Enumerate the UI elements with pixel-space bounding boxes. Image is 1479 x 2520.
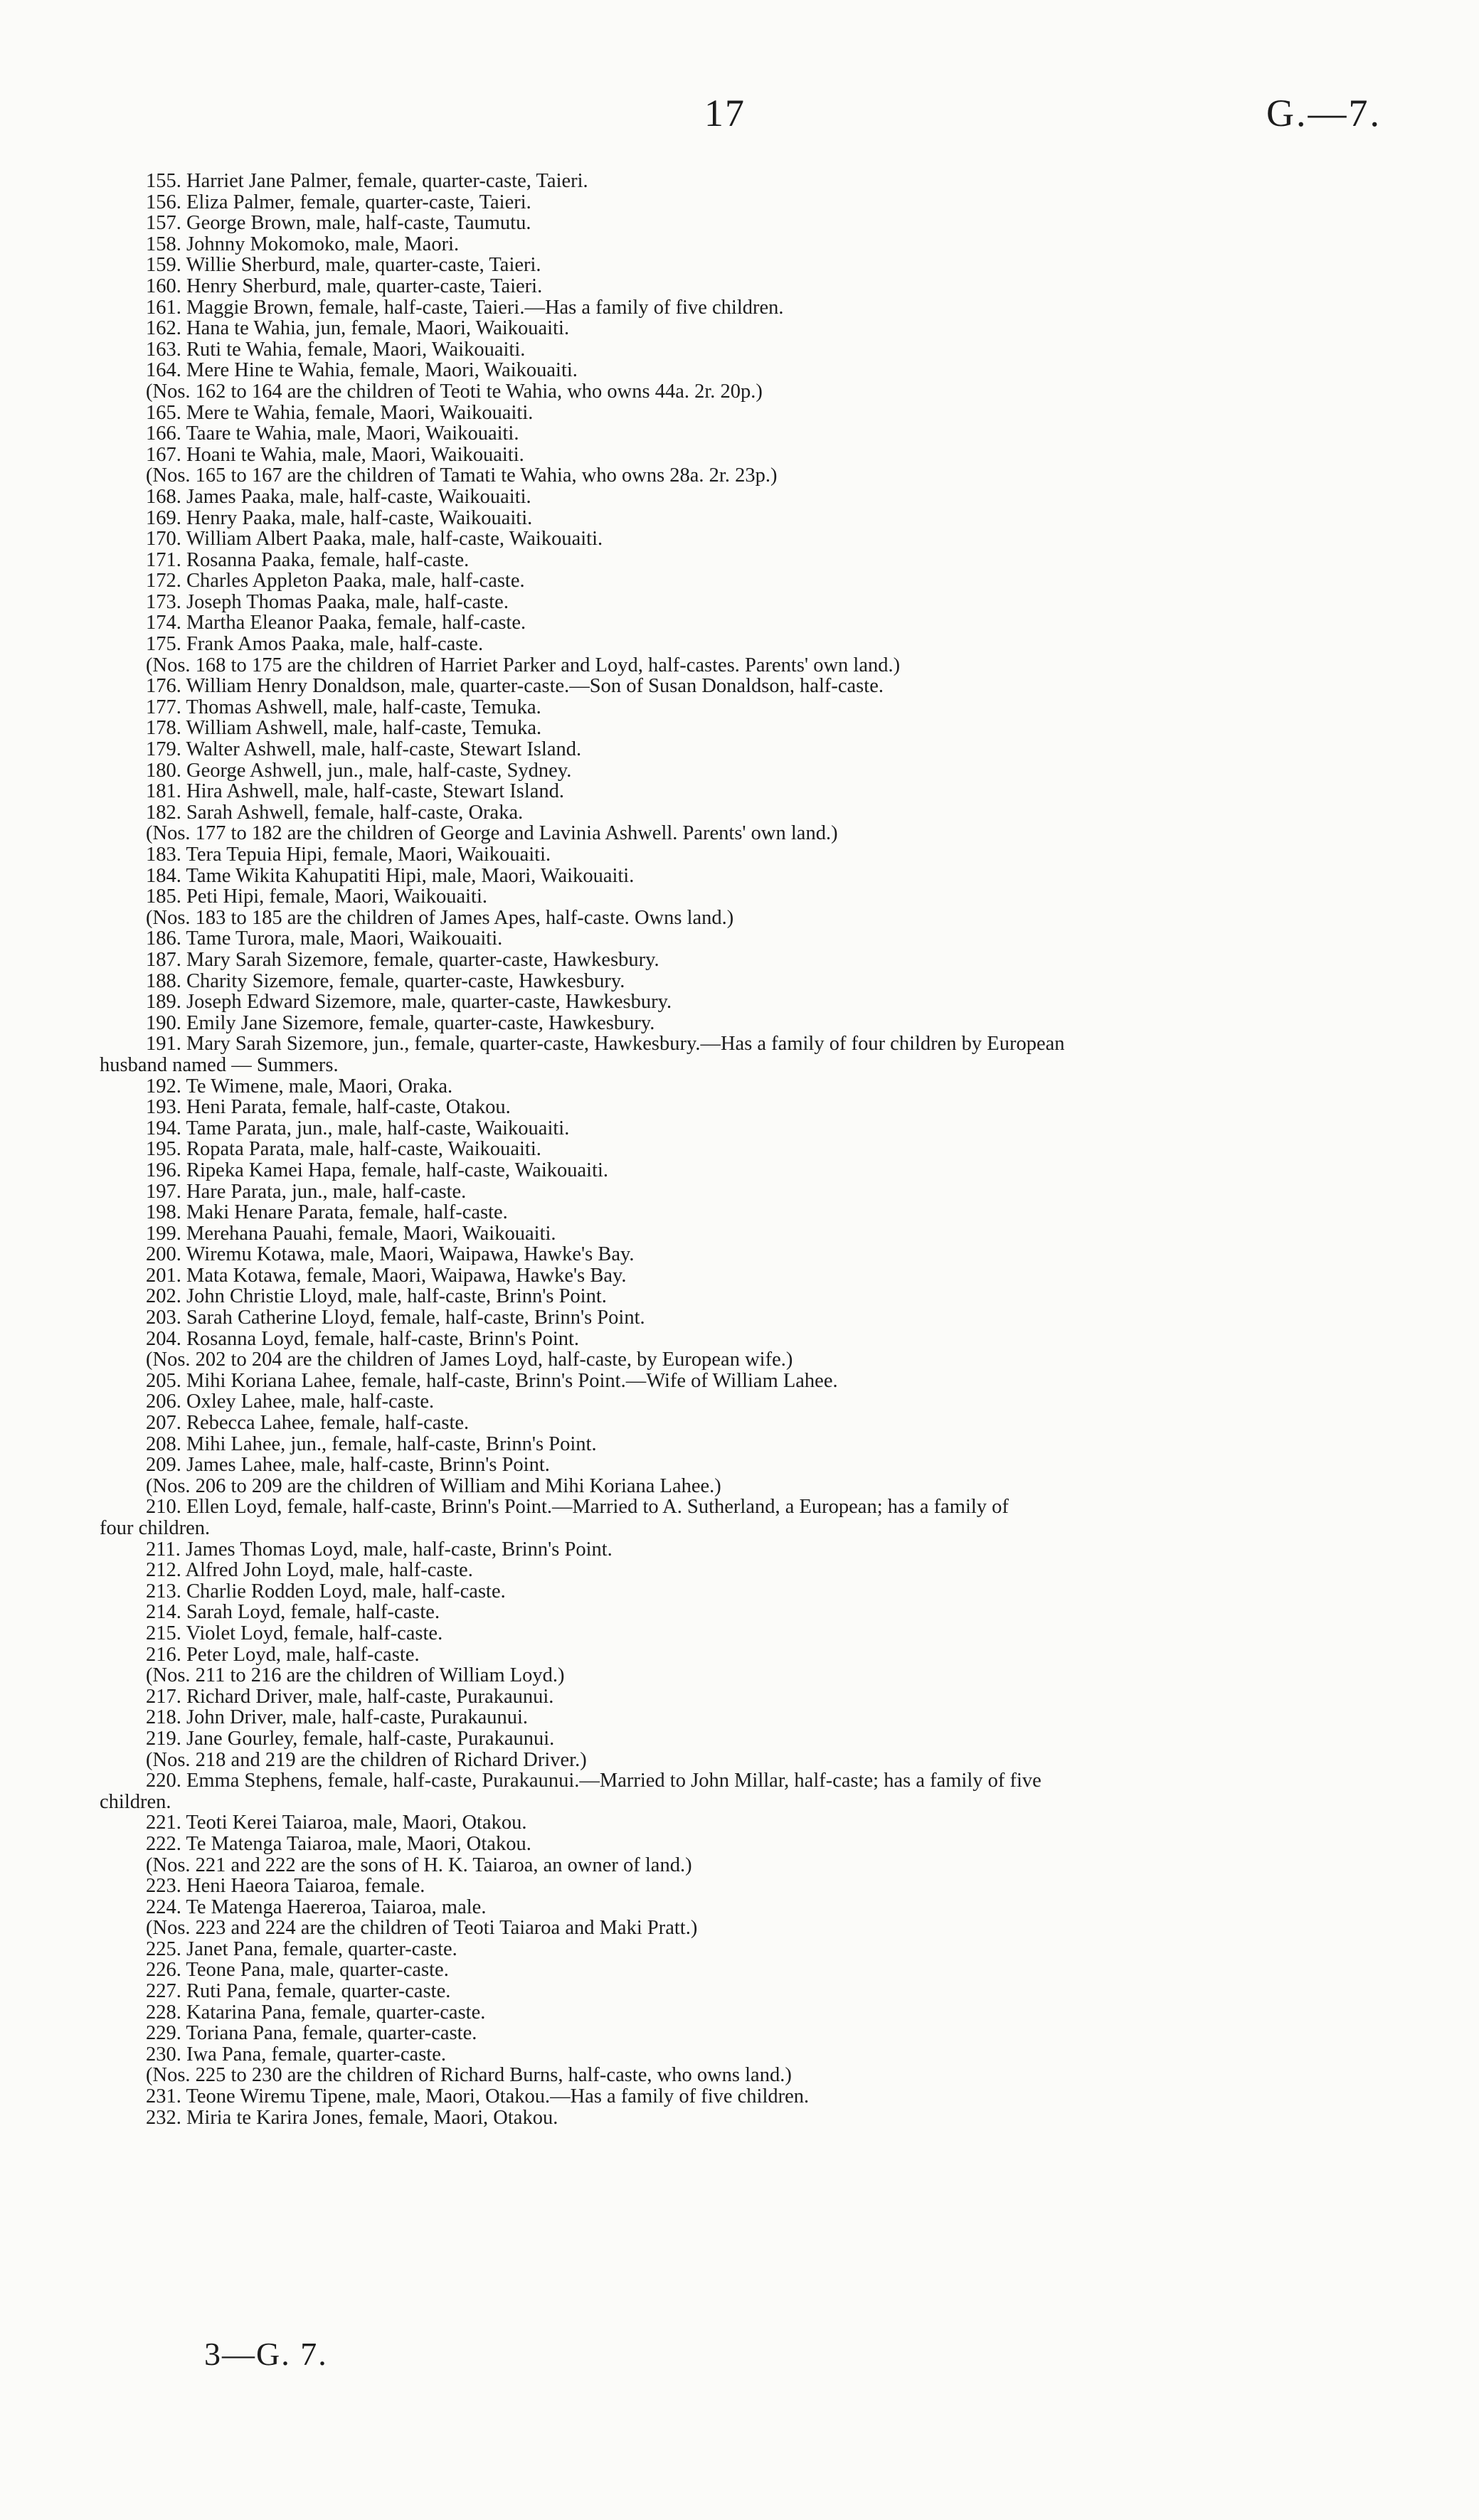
- entry-line: 162. Hana te Wahia, jun, female, Maori, Waikouaiti.: [146, 317, 570, 340]
- entry-line: 199. Merehana Pauahi, female, Maori, Waikouaiti.: [146, 1222, 556, 1245]
- page-number: 17: [704, 92, 746, 134]
- entry-line: 176. William Henry Donaldson, male, quarter-caste.—Son of Susan Donaldson, half-caste.: [146, 675, 884, 698]
- family-note: (Nos. 206 to 209 are the children of William and Mihi Koriana Lahee.): [146, 1474, 721, 1497]
- entry-line: 227. Ruti Pana, female, quarter-caste.: [146, 1980, 451, 2003]
- entry-line: 211. James Thomas Loyd, male, half-caste, Brinn's Point.: [146, 1538, 613, 1561]
- entry-line: 160. Henry Sherburd, male, quarter-caste, Taieri.: [146, 275, 543, 297]
- entry-line: 210. Ellen Loyd, female, half-caste, Brinn's Point.—Married to A. Sutherland, a European; has a family of: [146, 1496, 1009, 1519]
- entry-line: 231. Teone Wiremu Tipene, male, Maori, Otakou.—Has a family of five children.: [146, 2085, 810, 2108]
- entry-line: 216. Peter Loyd, male, half-caste.: [146, 1643, 420, 1666]
- entry-line: 217. Richard Driver, male, half-caste, Purakaunui.: [146, 1685, 554, 1708]
- entry-line: 190. Emily Jane Sizemore, female, quarter-caste, Hawkesbury.: [146, 1011, 655, 1034]
- entry-line: 205. Mihi Koriana Lahee, female, half-caste, Brinn's Point.—Wife of William Lahee.: [146, 1369, 838, 1392]
- entry-line: 198. Maki Henare Parata, female, half-caste.: [146, 1201, 508, 1224]
- family-note: (Nos. 223 and 224 are the children of Teoti Taiaroa and Maki Pratt.): [146, 1917, 698, 1940]
- entry-line: 208. Mihi Lahee, jun., female, half-caste, Brinn's Point.: [146, 1432, 597, 1455]
- entry-line: 161. Maggie Brown, female, half-caste, Taieri.—Has a family of five children.: [146, 296, 784, 319]
- entry-line: 178. William Ashwell, male, half-caste, Temuka.: [146, 717, 542, 740]
- entry-line: 192. Te Wimene, male, Maori, Oraka.: [146, 1075, 453, 1097]
- entry-line: 226. Teone Pana, male, quarter-caste.: [146, 1959, 449, 1982]
- entry-line: 200. Wiremu Kotawa, male, Maori, Waipawa, Hawke's Bay.: [146, 1243, 635, 1266]
- entry-line: 185. Peti Hipi, female, Maori, Waikouaiti.: [146, 886, 488, 908]
- entry-line: 157. George Brown, male, half-caste, Taumutu.: [146, 212, 531, 235]
- entry-line: 174. Martha Eleanor Paaka, female, half-caste.: [146, 612, 526, 634]
- entry-line: 228. Katarina Pana, female, quarter-caste.: [146, 2001, 486, 2024]
- entry-line: 177. Thomas Ashwell, male, half-caste, Temuka.: [146, 696, 541, 718]
- entry-line: 204. Rosanna Loyd, female, half-caste, Brinn's Point.: [146, 1327, 580, 1350]
- entry-line: 188. Charity Sizemore, female, quarter-caste, Hawkesbury.: [146, 969, 625, 992]
- entry-line: 156. Eliza Palmer, female, quarter-caste, Taieri.: [146, 191, 531, 213]
- entry-line: 172. Charles Appleton Paaka, male, half-caste.: [146, 570, 525, 592]
- signature-mark: 3—G. 7.: [204, 2336, 328, 2372]
- entry-line: 207. Rebecca Lahee, female, half-caste.: [146, 1412, 470, 1435]
- entry-line: 209. James Lahee, male, half-caste, Brinn's Point.: [146, 1454, 550, 1477]
- entry-line: 173. Joseph Thomas Paaka, male, half-caste.: [146, 590, 509, 613]
- entry-line: 180. George Ashwell, jun., male, half-caste, Sydney.: [146, 759, 572, 782]
- entry-line: 169. Henry Paaka, male, half-caste, Waikouaiti.: [146, 506, 533, 529]
- family-note: (Nos. 183 to 185 are the children of James Apes, half-caste. Owns land.): [146, 906, 734, 929]
- entry-line: 186. Tame Turora, male, Maori, Waikouaiti.: [146, 927, 503, 950]
- entry-line: 166. Taare te Wahia, male, Maori, Waikouaiti.: [146, 422, 519, 445]
- entry-line: 168. James Paaka, male, half-caste, Waikouaiti.: [146, 485, 531, 508]
- entry-line: 163. Ruti te Wahia, female, Maori, Waikouaiti.: [146, 338, 526, 361]
- entry-line: 175. Frank Amos Paaka, male, half-caste.: [146, 633, 484, 656]
- entry-line: 224. Te Matenga Haereroa, Taiaroa, male.: [146, 1896, 487, 1918]
- entry-line: 222. Te Matenga Taiaroa, male, Maori, Otakou.: [146, 1832, 531, 1855]
- entry-line: 193. Heni Parata, female, half-caste, Otakou.: [146, 1096, 511, 1119]
- entry-continuation: children.: [100, 1790, 171, 1813]
- entry-line: 202. John Christie Lloyd, male, half-caste, Brinn's Point.: [146, 1285, 607, 1308]
- entry-line: 195. Ropata Parata, male, half-caste, Waikouaiti.: [146, 1138, 541, 1161]
- entry-line: 223. Heni Haeora Taiaroa, female.: [146, 1875, 425, 1898]
- entry-line: 201. Mata Kotawa, female, Maori, Waipawa, Hawke's Bay.: [146, 1264, 627, 1287]
- entry-line: 232. Miria te Karira Jones, female, Maori, Otakou.: [146, 2106, 558, 2129]
- entry-line: 230. Iwa Pana, female, quarter-caste.: [146, 2043, 446, 2066]
- entry-line: 220. Emma Stephens, female, half-caste, Purakaunui.—Married to John Millar, half-caste; has a family of five: [146, 1770, 1041, 1792]
- entry-line: 171. Rosanna Paaka, female, half-caste.: [146, 548, 470, 571]
- entry-line: 187. Mary Sarah Sizemore, female, quarter-caste, Hawkesbury.: [146, 948, 659, 971]
- entry-line: 170. William Albert Paaka, male, half-caste, Waikouaiti.: [146, 528, 603, 551]
- entry-line: 159. Willie Sherburd, male, quarter-caste, Taieri.: [146, 254, 541, 277]
- entry-line: 218. John Driver, male, half-caste, Purakaunui.: [146, 1706, 529, 1729]
- family-note: (Nos. 168 to 175 are the children of Harriet Parker and Loyd, half-castes. Parents' own land.): [146, 654, 901, 676]
- entry-line: 196. Ripeka Kamei Hapa, female, half-caste, Waikouaiti.: [146, 1159, 609, 1181]
- family-note: (Nos. 221 and 222 are the sons of H. K. Taiaroa, an owner of land.): [146, 1854, 692, 1876]
- entry-line: 165. Mere te Wahia, female, Maori, Waikouaiti.: [146, 401, 534, 424]
- entry-line: 197. Hare Parata, jun., male, half-caste.: [146, 1180, 467, 1203]
- family-note: (Nos. 162 to 164 are the children of Teoti te Wahia, who owns 44a. 2r. 20p.): [146, 380, 763, 403]
- family-note: (Nos. 218 and 219 are the children of Richard Driver.): [146, 1748, 587, 1771]
- entry-line: 212. Alfred John Loyd, male, half-caste.: [146, 1559, 473, 1582]
- entry-line: 158. Johnny Mokomoko, male, Maori.: [146, 233, 460, 255]
- family-note: (Nos. 177 to 182 are the children of George and Lavinia Ashwell. Parents' own land.): [146, 822, 838, 845]
- entry-line: 183. Tera Tepuia Hipi, female, Maori, Waikouaiti.: [146, 844, 551, 866]
- entry-line: 206. Oxley Lahee, male, half-caste.: [146, 1391, 435, 1413]
- entry-line: 213. Charlie Rodden Loyd, male, half-caste.: [146, 1580, 506, 1602]
- family-note: (Nos. 165 to 167 are the children of Tamati te Wahia, who owns 28a. 2r. 23p.): [146, 464, 778, 487]
- entry-line: 215. Violet Loyd, female, half-caste.: [146, 1622, 443, 1644]
- entry-line: 194. Tame Parata, jun., male, half-caste, Waikouaiti.: [146, 1117, 570, 1139]
- document-reference: G.—7.: [1266, 92, 1382, 134]
- entry-line: 181. Hira Ashwell, male, half-caste, Stewart Island.: [146, 780, 565, 803]
- entry-continuation: four children.: [100, 1517, 211, 1539]
- entry-line: 203. Sarah Catherine Lloyd, female, half-caste, Brinn's Point.: [146, 1307, 645, 1329]
- family-note: (Nos. 202 to 204 are the children of James Loyd, half-caste, by European wife.): [146, 1349, 793, 1371]
- entry-line: 179. Walter Ashwell, male, half-caste, Stewart Island.: [146, 738, 582, 761]
- entry-line: 189. Joseph Edward Sizemore, male, quarter-caste, Hawkesbury.: [146, 991, 672, 1014]
- entry-line: 184. Tame Wikita Kahupatiti Hipi, male, Maori, Waikouaiti.: [146, 864, 635, 887]
- entry-line: 164. Mere Hine te Wahia, female, Maori, Waikouaiti.: [146, 359, 578, 382]
- entry-line: 221. Teoti Kerei Taiaroa, male, Maori, Otakou.: [146, 1812, 527, 1834]
- entry-line: 214. Sarah Loyd, female, half-caste.: [146, 1601, 440, 1624]
- register-entries: [100, 171, 1352, 2128]
- entry-continuation: husband named — Summers.: [100, 1053, 339, 1076]
- entry-line: 155. Harriet Jane Palmer, female, quarter-caste, Taieri.: [146, 170, 588, 192]
- entry-line: 229. Toriana Pana, female, quarter-caste.: [146, 2022, 477, 2045]
- entry-line: 167. Hoani te Wahia, male, Maori, Waikouaiti.: [146, 443, 524, 466]
- entry-line: 182. Sarah Ashwell, female, half-caste, Oraka.: [146, 801, 524, 824]
- entry-line: 225. Janet Pana, female, quarter-caste.: [146, 1937, 457, 1960]
- entry-line: 219. Jane Gourley, female, half-caste, Purakaunui.: [146, 1727, 555, 1750]
- entry-line: 191. Mary Sarah Sizemore, jun., female, quarter-caste, Hawkesbury.—Has a family of four children by European: [146, 1033, 1065, 1056]
- family-note: (Nos. 211 to 216 are the children of William Loyd.): [146, 1664, 565, 1687]
- family-note: (Nos. 225 to 230 are the children of Richard Burns, half-caste, who owns land.): [146, 2064, 792, 2087]
